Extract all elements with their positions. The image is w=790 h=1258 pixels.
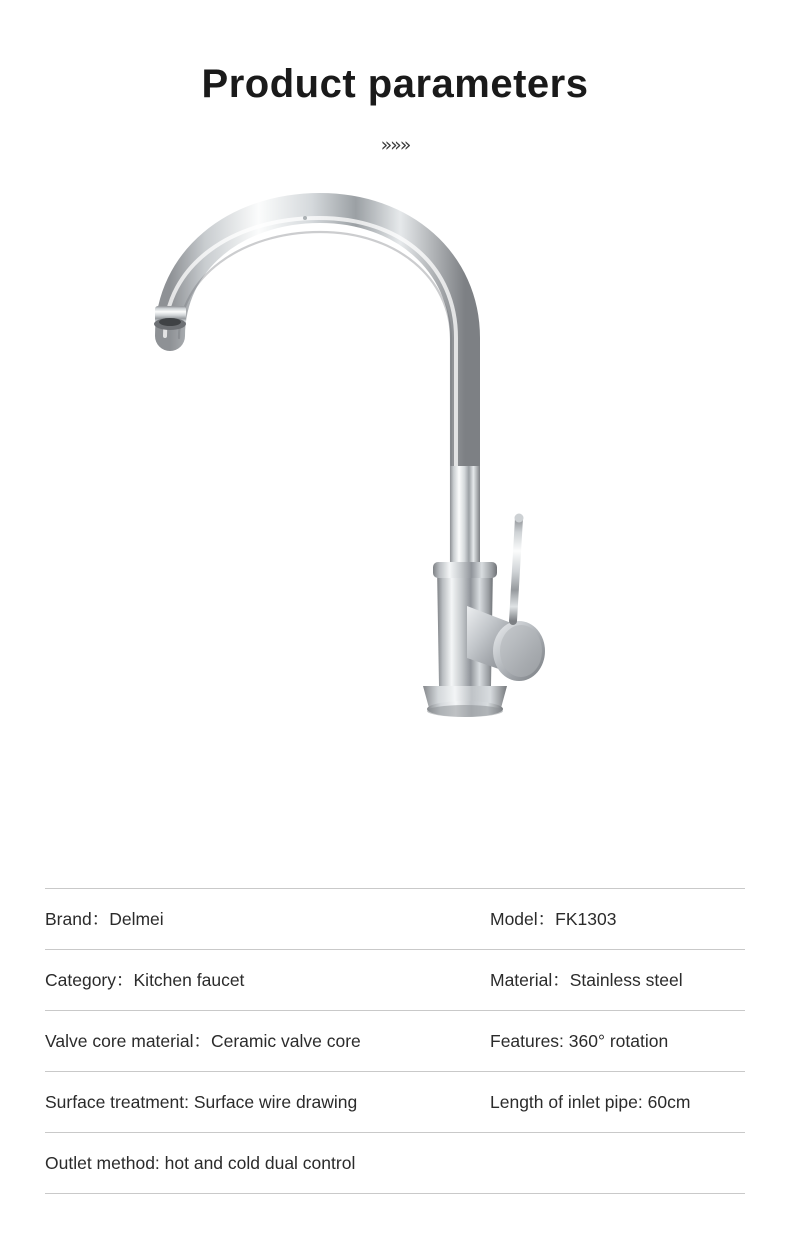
spec-category: Category：Kitchen faucet — [45, 969, 245, 990]
table-row — [45, 950, 745, 1011]
spec-brand: Brand：Delmei — [45, 908, 164, 929]
spec-surface-treatment: Surface treatment: Surface wire drawing — [45, 1091, 358, 1112]
table-row — [45, 1072, 745, 1133]
page-title: Product parameters — [201, 62, 589, 106]
faucet-illustration — [115, 166, 675, 746]
spec-outlet-method: Outlet method: hot and cold dual control — [45, 1152, 356, 1173]
product-parameters-page — [0, 62, 790, 1258]
spec-valve-core-material: Valve core material：Ceramic valve core — [45, 1030, 361, 1051]
chevron-right-icon: »»» — [380, 134, 410, 156]
spec-table — [45, 888, 745, 1194]
spec-material: Material：Stainless steel — [490, 969, 683, 990]
product-image — [0, 166, 790, 766]
spec-model: Model：FK1303 — [490, 908, 617, 929]
spec-features: Features: 360° rotation — [490, 1030, 669, 1051]
spec-inlet-pipe-length: Length of inlet pipe: 60cm — [490, 1091, 691, 1112]
table-row — [45, 888, 745, 950]
table-row — [45, 1133, 745, 1194]
table-row — [45, 1011, 745, 1072]
